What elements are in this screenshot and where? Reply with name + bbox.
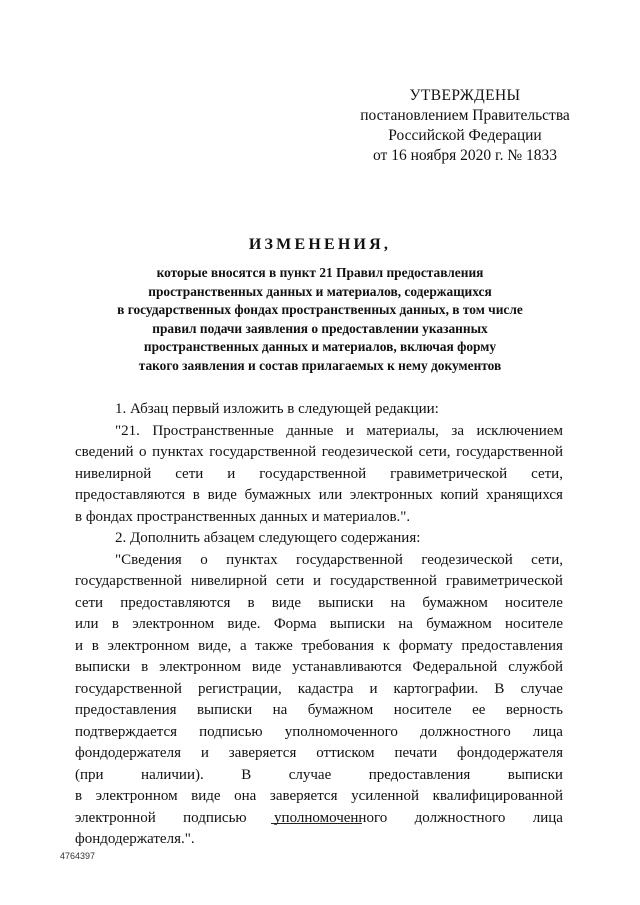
word: на — [398, 616, 413, 632]
word: государственной — [456, 444, 563, 460]
body-line — [75, 700, 563, 722]
word: сети — [276, 573, 305, 589]
word: заверяется — [228, 745, 297, 761]
word: сети — [75, 594, 104, 611]
word: верность — [505, 702, 563, 718]
word: уполномоченного — [284, 723, 398, 740]
document-body — [75, 399, 563, 851]
body-line — [75, 485, 563, 507]
approval-line-2: Российской Федерации — [388, 127, 542, 144]
word: формату — [398, 637, 453, 654]
word: и — [345, 422, 354, 439]
word: наличии). — [141, 766, 204, 783]
word: о — [139, 444, 147, 460]
word: пунктах — [226, 551, 278, 568]
word: в — [91, 637, 99, 654]
item-2-heading: 2. Дополнить абзацем следующего содержания: — [115, 530, 421, 546]
word: предоставления — [461, 637, 563, 654]
word: лица — [532, 723, 563, 740]
word: фондодержателя — [457, 745, 563, 761]
word: выписки — [196, 702, 253, 718]
word: случае — [288, 766, 332, 783]
word: должностного — [419, 723, 511, 740]
word: фондодержателя — [75, 745, 181, 761]
word: государственной — [75, 680, 182, 697]
word: устанавливаются — [292, 659, 402, 675]
word: виде — [271, 594, 302, 611]
body-line — [75, 550, 563, 572]
body-line — [75, 722, 563, 744]
word: о — [200, 551, 208, 568]
word: государственной — [330, 573, 437, 589]
word: Федеральной — [412, 659, 498, 675]
word: лица — [532, 809, 563, 826]
word: "Сведения — [115, 551, 182, 568]
body-line — [75, 571, 563, 593]
body-line — [75, 786, 563, 808]
word: виде. — [227, 616, 261, 632]
word: выписки — [507, 766, 563, 783]
word: государственной — [75, 573, 182, 589]
word: электронной — [75, 809, 156, 826]
word: предоставления — [368, 766, 471, 783]
word: случае — [520, 680, 563, 697]
body-line — [75, 442, 563, 464]
body-line — [75, 743, 563, 765]
body-line — [75, 614, 563, 636]
body-line — [75, 657, 563, 679]
word: заверяется — [269, 788, 338, 804]
word: или — [75, 616, 99, 632]
word: выписки — [329, 616, 385, 632]
word: подписью — [183, 809, 247, 826]
word: бумажном — [422, 594, 488, 611]
body-line — [75, 593, 563, 615]
word: носителе — [505, 594, 563, 611]
word: требования — [301, 637, 375, 654]
word: выписки — [75, 659, 131, 675]
approval-line-3: от 16 ноября 2020 г. № 1833 — [373, 147, 557, 164]
word: кадастра — [297, 680, 354, 697]
word: исключением — [476, 422, 563, 439]
word: гравиметрической — [445, 573, 563, 589]
word: носителе — [393, 702, 452, 718]
closing-rule — [271, 823, 362, 824]
word: виде — [191, 788, 221, 804]
word: за — [451, 422, 464, 439]
word: сети — [175, 465, 204, 482]
approved-label: УТВЕРЖДЕНЫ — [409, 87, 521, 104]
body-line — [75, 464, 563, 486]
word: и — [200, 745, 209, 761]
approval-line-1: постановлением Правительства — [360, 107, 570, 124]
word: а — [239, 637, 247, 654]
word: и — [313, 573, 322, 589]
subtitle-line: которые вносятся в пункт 21 Правил предоставления — [156, 265, 484, 280]
word: и — [227, 465, 236, 482]
word: сети, — [531, 551, 563, 568]
word: также — [255, 637, 293, 654]
word: пунктах — [152, 444, 204, 460]
word: уполномоченного — [274, 809, 388, 826]
word: виде, — [198, 637, 232, 654]
word: в — [111, 616, 119, 632]
subtitle-line: пространственных данных и материалов, включая форму — [143, 339, 497, 354]
word: выписки — [318, 594, 374, 611]
word: нивелирной — [75, 465, 152, 482]
body-line — [75, 765, 563, 787]
document-title: ИЗМЕНЕНИЯ, — [248, 236, 392, 253]
word: сети, — [418, 444, 451, 460]
word: Форма — [273, 616, 317, 632]
word: электронном — [159, 659, 241, 675]
word: регистрации, — [197, 680, 282, 697]
word: электронных — [349, 487, 433, 503]
word: данные — [286, 422, 334, 439]
word: ее — [472, 702, 486, 718]
word: бумажном — [307, 702, 374, 718]
word: В — [494, 680, 505, 697]
word: виде — [207, 487, 237, 503]
word: квалифицированной — [432, 788, 563, 804]
word: гравиметрической — [390, 465, 508, 482]
word: бумажном — [426, 616, 492, 632]
word: электронном — [95, 788, 178, 804]
item-1-heading: 1. Абзац первый изложить в следующей редакции: — [115, 401, 439, 417]
word: нивелирной — [190, 573, 268, 589]
subtitle-line: правил подачи заявления о предоставлении указанных — [152, 320, 488, 336]
word: носителе — [505, 616, 563, 632]
word: или — [318, 487, 343, 503]
word: она — [234, 788, 257, 804]
body-line: фондодержателя.". — [75, 831, 195, 847]
word: электронном — [107, 637, 190, 654]
word: в — [192, 487, 200, 503]
word: должностного — [414, 809, 506, 826]
word: в — [247, 594, 255, 611]
word: копий — [440, 487, 479, 503]
word: "21. — [115, 422, 140, 439]
word: в — [141, 659, 149, 675]
word: бумажных — [244, 487, 312, 503]
subtitle-line: пространственных данных и материалов, содержащихся — [148, 283, 492, 299]
word: сведений — [75, 444, 134, 460]
body-line — [75, 421, 563, 443]
word: геодезической — [421, 551, 513, 568]
word: предоставляются — [120, 594, 231, 611]
body-line: в фондах пространственных данных и материалов.". — [75, 508, 411, 525]
word: государственной — [259, 465, 367, 482]
word: виде — [251, 659, 282, 675]
word: печати — [394, 745, 438, 761]
word: усиленной — [351, 788, 419, 804]
word: подписью — [199, 723, 263, 740]
body-line — [75, 636, 563, 658]
word: (при — [75, 766, 104, 783]
word: электронном — [132, 616, 215, 632]
word: материалы, — [366, 422, 439, 439]
word: в — [75, 788, 83, 804]
word: государственной — [296, 551, 403, 568]
word: хранящихся — [486, 487, 563, 503]
body-line — [75, 808, 563, 830]
word: на — [390, 594, 406, 611]
word: службой — [508, 659, 563, 675]
word: сети, — [531, 465, 563, 482]
word: государственной — [209, 444, 317, 460]
word: геодезической — [321, 444, 414, 460]
body-line — [75, 679, 563, 701]
word: оттиском — [316, 745, 375, 761]
word: В — [241, 766, 252, 783]
word: на — [272, 702, 288, 718]
word: картографии. — [393, 680, 479, 697]
word: подтверждается — [75, 723, 178, 740]
document-number: 4764397 — [60, 851, 96, 861]
subtitle-line: такого заявления и состав прилагаемых к нему документов — [138, 357, 502, 373]
word: и — [75, 637, 84, 654]
word: Пространственные — [152, 422, 274, 439]
word: предоставляются — [75, 487, 186, 503]
word: к — [382, 637, 391, 654]
word: и — [369, 680, 378, 697]
approval-stamp — [340, 86, 590, 166]
word: предоставления — [75, 702, 177, 718]
subtitle-line: в государственных фондах пространственных данных, в том числе — [117, 302, 523, 317]
document-title-block — [60, 234, 580, 375]
